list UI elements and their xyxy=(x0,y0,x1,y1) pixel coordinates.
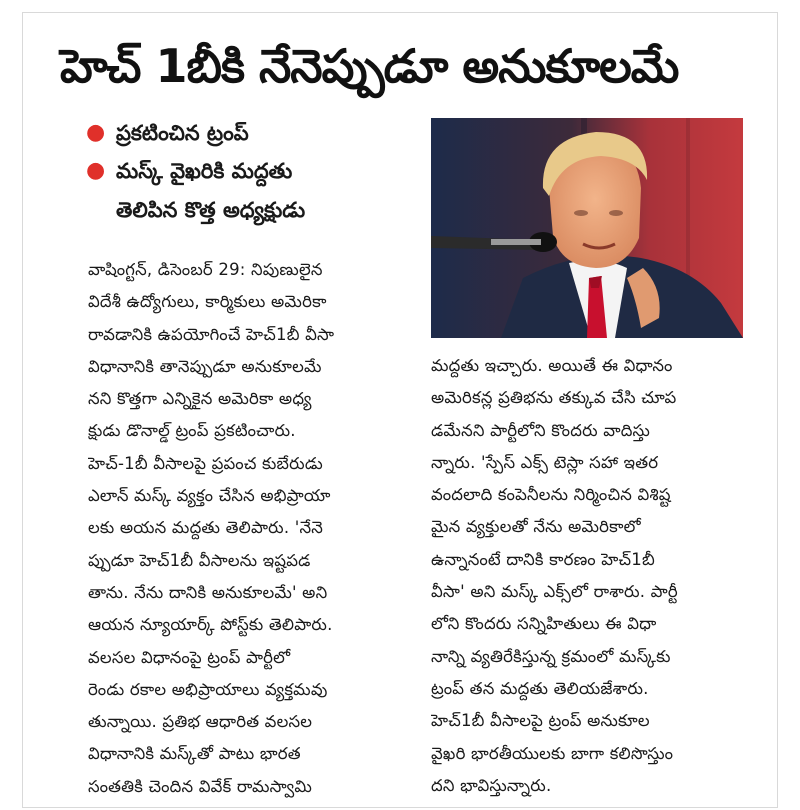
bullet-text: మస్క్ వైఖరికి మద్దతు xyxy=(116,159,293,183)
bullet-dot-icon: ● xyxy=(86,120,106,145)
text-line: వలసల విధానంపై ట్రంప్ పార్టీలో xyxy=(88,647,291,667)
text-line: దని భావిస్తున్నారు. xyxy=(431,775,552,795)
bullet-text-continued: తెలిపిన కొత్త అధ్యక్షుడు xyxy=(116,198,306,222)
text-line: మద్దతు ఇచ్చారు. అయితే ఈ విధానం xyxy=(431,356,673,375)
text-line: వాషింగ్టన్, డిసెంబర్ 29: నిపుణులైన xyxy=(88,260,323,279)
bullet-item xyxy=(86,152,416,190)
text-line: తున్నాయి. ప్రతిభ ఆధారిత వలసల xyxy=(88,712,313,732)
bullet-text: ప్రకటించిన ట్రంప్ xyxy=(116,121,249,145)
text-line: న్నారు. 'స్పేస్ ఎక్స్ టెస్లా సహా ఇతర xyxy=(431,452,659,472)
text-line: ఆయన న్యూయార్క్ పోస్ట్‌కు తెలిపారు. xyxy=(88,615,333,635)
text-line: మైన వ్యక్తులతో నేను అమెరికాలో xyxy=(431,517,641,537)
text-line: అమెరికన్ల ప్రతిభను తక్కువ చేసి చూప xyxy=(431,388,677,408)
text-line: ఉన్నానంటే దానికి కారణం హెచ్1బీ xyxy=(431,549,655,569)
photo-trump xyxy=(431,118,743,338)
text-line: వైఖరి భారతీయులకు బాగా కలిసొస్తుం xyxy=(431,743,674,763)
text-line: నాన్ని వ్యతిరేకిస్తున్న క్రమంలో మస్క్‌కు xyxy=(431,646,671,666)
text-line: హెచ్-1బీ వీసాలపై ప్రపంచ కుబేరుడు xyxy=(88,453,323,473)
bullet-list xyxy=(86,114,416,230)
text-line: విధానానికి మస్క్‌తో పాటు భారత xyxy=(88,744,301,764)
headline: హెచ్ 1బీకి నేనెప్పుడూ అనుకూలమే xyxy=(60,39,679,93)
text-line: విధానానికి తానెప్పుడూ అనుకూలమే xyxy=(88,356,322,376)
text-line: ట్రంప్ తన మద్దతు తెలియజేశారు. xyxy=(431,678,649,698)
article-column-1 xyxy=(88,254,406,803)
text-line: రెండు రకాల అభిప్రాయాలు వ్యక్తమవు xyxy=(88,679,328,699)
text-line: క్షుడు డొనాల్డ్ ట్రంప్ ప్రకటించారు. xyxy=(88,421,296,441)
text-line: లోని కొందరు సన్నిహితులు ఈ విధా xyxy=(431,614,657,634)
text-line: రావడానికి ఉపయోగించే హెచ్1బీ వీసా xyxy=(88,324,335,344)
text-line: ప్పుడూ హెచ్1బీ వీసాలను ఇష్టపడ xyxy=(88,550,311,570)
text-line: వందలాది కంపెనీలను నిర్మించిన విశిష్ట xyxy=(431,485,671,505)
text-line: ఎలాన్ మస్క్ వ్యక్తం చేసిన అభిప్రాయా xyxy=(88,486,331,506)
text-line: సంతతికి చెందిన వివేక్ రామస్వామి xyxy=(88,776,313,796)
article-column-2 xyxy=(431,350,745,802)
photo-trump-illustration xyxy=(431,118,743,338)
text-line: వీసా' అని మస్క్ ఎక్స్‌లో రాశారు. పార్టీ xyxy=(431,582,678,602)
text-line: లకు అయన మద్దతు తెలిపారు. 'నేనె xyxy=(88,518,324,538)
text-line: తాను. నేను దానికి అనుకూలమే' అని xyxy=(88,582,328,602)
text-line: నని కొత్తగా ఎన్నికైన అమెరికా అధ్య xyxy=(88,389,312,409)
bullet-dot-icon: ● xyxy=(86,158,106,183)
text-line: హెచ్1బీ వీసాలపై ట్రంప్ అనుకూల xyxy=(431,711,650,731)
text-line: విదేశీ ఉద్యోగులు, కార్మికులు అమెరికా xyxy=(88,292,327,312)
text-line: డమేనని పార్టీలోని కొందరు వాదిస్తు xyxy=(431,420,651,440)
bullet-item xyxy=(86,114,416,152)
